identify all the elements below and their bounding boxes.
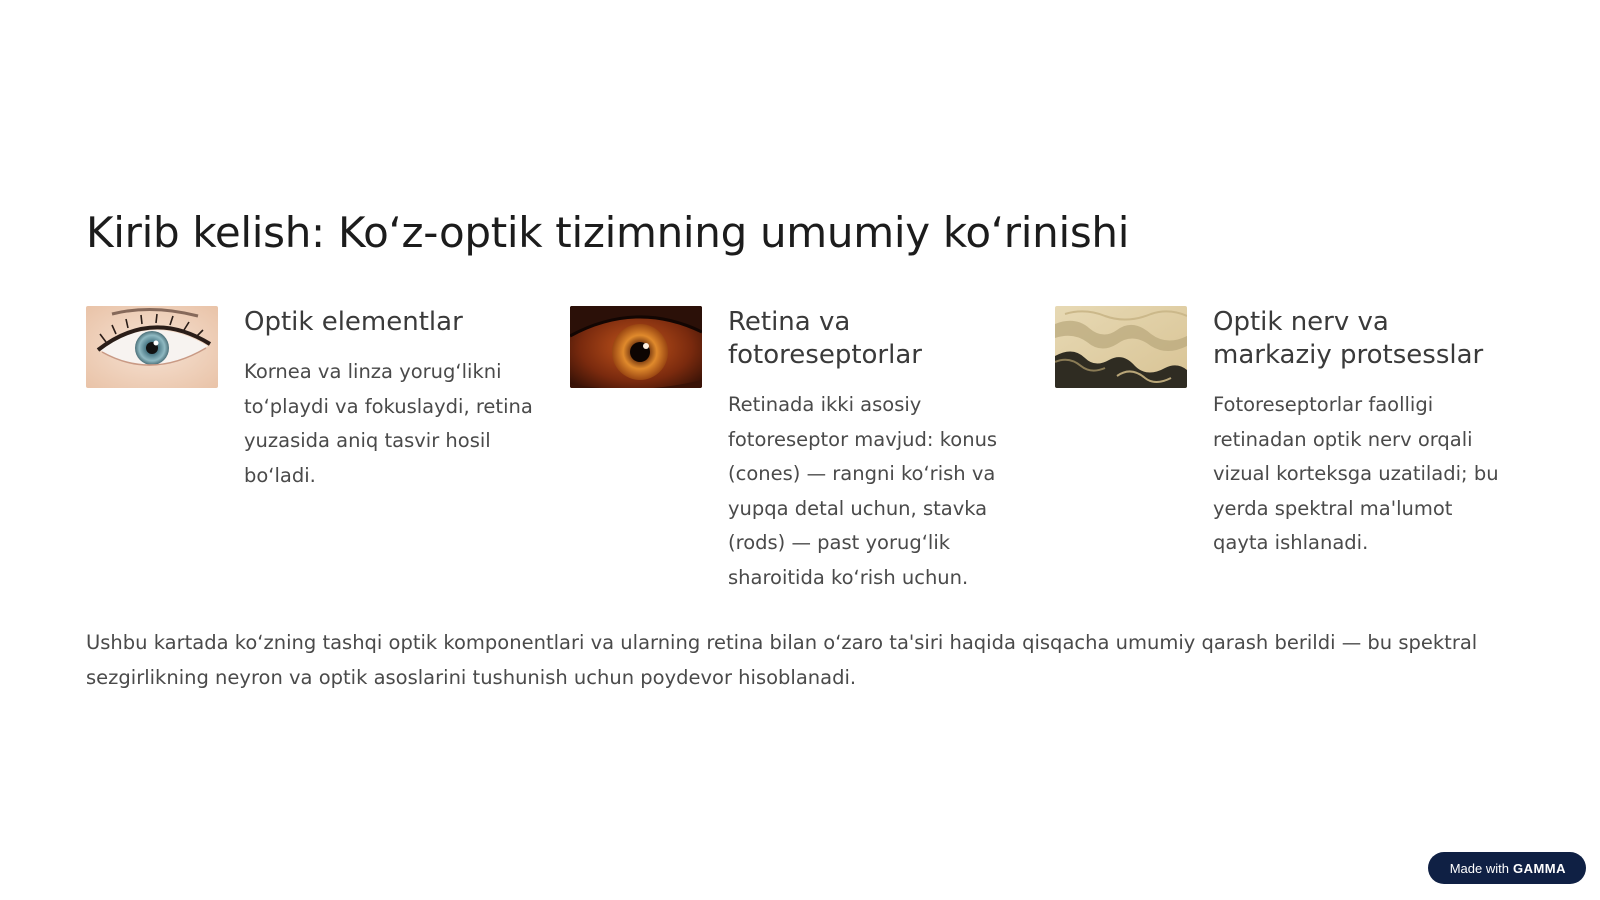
iris-macro-image [570, 306, 702, 388]
page-title: Kirib kelish: Koʻz-optik tizimning umumiy koʻrinishi [86, 208, 1130, 257]
summary-text: Ushbu kartada koʻzning tashqi optik komponentlari va ularning retina bilan oʻzaro ta'siri haqida qisqacha umumiy qarash berildi — bu spektral sezgirlikning neyron va optik asoslarini tushunish uchun poydevor hisoblanadi. [86, 631, 1478, 689]
card-heading: Retina va fotoreseptorlar [728, 307, 922, 370]
made-with-gamma-badge[interactable] [1428, 852, 1586, 884]
card-body: Retinada ikki asosiy fotoreseptor mavjud: konus (cones) — rangni koʻrish va yupqa detal uchun, stavka (rods) — past yorugʻlik sharoitida koʻrish uchun. [728, 393, 998, 589]
card-body: Fotoreseptorlar faolligi retinadan optik nerv orqali vizual korteksga uzatiladi; bu yerda spektral ma'lumot qayta ishlanadi. [1213, 393, 1499, 554]
gamma-logo: GAMMA [1512, 860, 1566, 876]
card-heading: Optik elementlar [244, 307, 463, 337]
abstract-neural-image [1055, 306, 1187, 388]
card-heading: Optik nerv va markaziy protsesslar [1213, 307, 1484, 370]
card-body: Kornea va linza yorugʻlikni toʻplaydi va fokuslaydi, retina yuzasida aniq tasvir hosil boʻladi. [244, 360, 533, 487]
eye-closeup-image [86, 306, 218, 388]
badge-prefix: Made with [1449, 860, 1509, 876]
